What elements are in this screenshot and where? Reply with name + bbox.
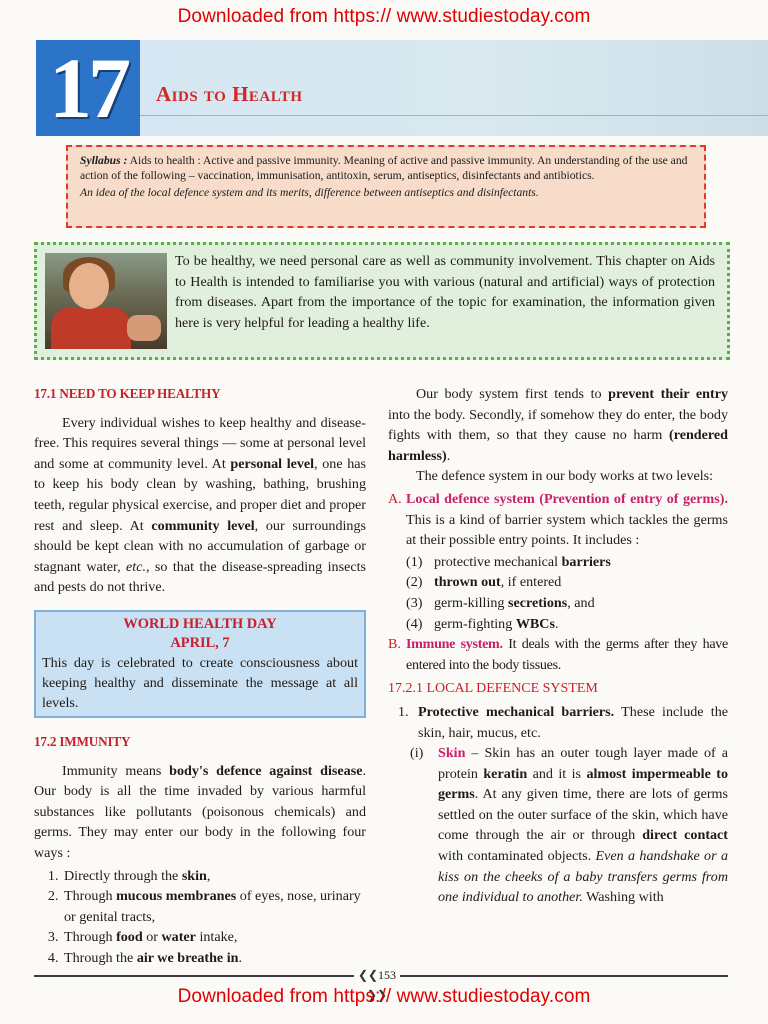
skin-item: (i) Skin – Skin has an outer tough layer made of a protein keratin and it is almost impermeable to germs. At any given time, there are lots of germs settled on the outer surface of the skin, which have come through the air or through direct contact with contaminated objects. Even a handshake or a kiss on the cheeks of a baby transfers germs from one individual to another. Washing with bbox=[410, 745, 729, 906]
syllabus-box bbox=[66, 145, 706, 228]
syllabus-label: Syllabus : bbox=[80, 154, 128, 167]
list-item: 4. Through the air we breathe in. bbox=[62, 948, 366, 969]
intro-photo bbox=[45, 253, 167, 349]
list-item: (1) protective mechanical barriers bbox=[406, 553, 611, 570]
intro-box bbox=[34, 242, 730, 360]
immune-system-item: B. Immune system. It deals with the germs after they have entered into the body tissues. bbox=[388, 636, 728, 673]
syllabus-text bbox=[80, 153, 694, 183]
local-defence-item: A. Local defence system (Prevention of entry of germs). This is a kind of barrier system which tackles the germs at their possible entry points. It includes : (1) protective mechanical barriers (2) thrown out, if entered (3) germ-killing secretions, and (4) germ-fighting WBCs. bbox=[388, 489, 728, 634]
syllabus-idea: An idea of the local defence system and its merits, difference between antiseptics and disinfectants. bbox=[80, 186, 539, 199]
paragraph-keep-healthy: Every individual wishes to keep healthy and disease-free. This requires several things — some at personal level and some at community level. At personal level, one has to keep his body clean by washing, bathing, brushing teeth, regular physical exercise, and proper diet and proper rest and sleep. At community level, our surroundings should be kept clean with no accumulation of garbage or stagnant water, etc., so that the disease-spreading insects and pests do not thrive. bbox=[34, 414, 366, 596]
left-column bbox=[34, 384, 366, 968]
barrier-list bbox=[406, 552, 728, 634]
section-heading-need-to-keep-healthy: 17.1 NEED TO KEEP HEALTHY bbox=[34, 386, 221, 401]
whd-date: APRIL, 7 bbox=[170, 634, 230, 651]
whd-text: This day is celebrated to create consciousness about keeping healthy and disseminate the message at all levels. bbox=[42, 654, 358, 711]
mechanical-barriers-item: 1. Protective mechanical barriers. These include the skin, hair, mucus, etc. bbox=[398, 703, 728, 741]
section-heading-immunity: 17.2 IMMUNITY bbox=[34, 733, 131, 749]
paragraph-immunity: Immunity means body's defence against disease. Our body is all the time invaded by various harmful substances like pollutants (poisonous chemicals) and germs. They may enter our body in the following four ways : bbox=[34, 762, 366, 861]
page-number: ❮❮ 153 ❯❯ bbox=[354, 965, 400, 985]
chapter-number-box bbox=[36, 40, 140, 136]
list-item: 1. Directly through the skin, bbox=[62, 866, 366, 887]
paragraph-prevent-entry: Our body system first tends to prevent their entry into the body. Secondly, if somehow they do enter, the body fights with them, so that they cause no harm (rendered harmless). bbox=[388, 386, 728, 464]
header-rule bbox=[140, 115, 768, 116]
whd-title: WORLD HEALTH DAY bbox=[123, 615, 277, 632]
entry-ways-list bbox=[34, 866, 366, 969]
chapter-number: 17 bbox=[49, 40, 127, 136]
right-column bbox=[388, 384, 728, 908]
download-banner-bottom[interactable]: Downloaded from https:// www.studiestoday.com bbox=[177, 986, 591, 1007]
download-banner-top[interactable]: Downloaded from https:// www.studiestoday.com bbox=[177, 6, 591, 27]
list-item: (4) germ-fighting WBCs. bbox=[406, 615, 559, 632]
subsection-heading-local-defence: 17.2.1 LOCAL DEFENCE SYSTEM bbox=[388, 681, 598, 697]
list-item: (3) germ-killing secretions, and bbox=[406, 594, 595, 611]
syllabus-body: Aids to health : Active and passive immunity. Meaning of active and passive immunity. An understanding of the use and action of the following – vaccination, immunisation, antitoxin, serum, antiseptics, disinfectants and antibiotics. bbox=[80, 154, 688, 182]
list-item: 3. Through food or water intake, bbox=[62, 927, 366, 948]
intro-text: To be healthy, we need personal care as well as community involvement. This chapter on Aids to Health is intended to familiarise you with various (natural and artificial) ways of protection from diseases. Apart from the importance of the topic for examination, the information given here is very helpful for leading a healthy life. bbox=[175, 253, 715, 331]
paragraph-defence-levels: The defence system in our body works at two levels: bbox=[416, 468, 714, 485]
chapter-title: Aids to Health bbox=[156, 82, 303, 106]
world-health-day-box bbox=[34, 610, 366, 718]
list-item: 2. Through mucous membranes of eyes, nose, urinary or genital tracts, bbox=[62, 886, 366, 927]
list-item: (2) thrown out, if entered bbox=[406, 574, 562, 591]
